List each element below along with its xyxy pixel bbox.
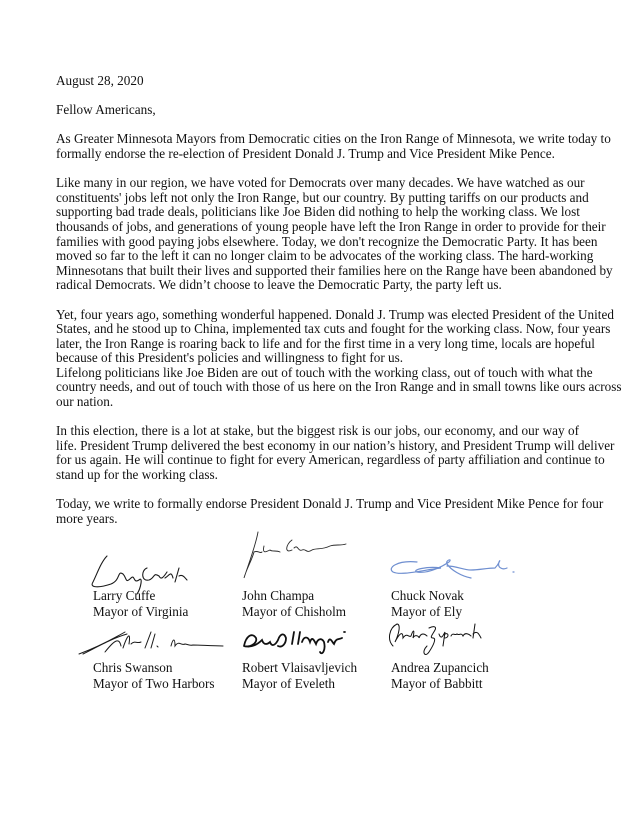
text-line: thousands of jobs, and generations of young people have left the Iron Range in order to provide for their bbox=[56, 218, 606, 234]
signatory-title: Mayor of Virginia bbox=[93, 604, 189, 619]
text-line: Lifelong politicians like Joe Biden are out of touch with the working class, out of touch with what the bbox=[56, 364, 593, 380]
signatory-larry-cuffe bbox=[93, 588, 188, 620]
text-line: Minnesotans that built their lives and supported their families here on the Range have been abandoned by bbox=[56, 262, 613, 278]
text-line: In this election, there is a lot at stake, but the biggest risk is our jobs, our economy, and our way of bbox=[56, 423, 579, 439]
paragraph-out-of-touch bbox=[56, 364, 622, 410]
signatory-robert-vlaisavljevich bbox=[242, 660, 357, 692]
signatory-chris-swanson bbox=[93, 660, 215, 692]
text-line: Yet, four years ago, something wonderful happened. Donald J. Trump was elected President of the United bbox=[56, 306, 614, 322]
text-line: stand up for the working class. bbox=[56, 467, 218, 483]
text-line: for us again. He will continue to fight for every American, regardless of party affiliation and continue to bbox=[56, 452, 605, 468]
handwritten-signature-icon bbox=[387, 548, 527, 588]
handwritten-signature-icon bbox=[383, 620, 493, 670]
signatory-name: Robert Vlaisavljevich bbox=[242, 660, 358, 675]
signatory-name: John Champa bbox=[242, 588, 315, 603]
signatory-title: Mayor of Ely bbox=[391, 604, 463, 619]
handwritten-signature-icon bbox=[242, 530, 352, 590]
text-line: families with good paying jobs elsewhere. Today, we don't recognize the Democratic Party. It has been bbox=[56, 233, 598, 249]
letter-body bbox=[56, 73, 622, 541]
signatory-john-champa bbox=[242, 588, 346, 620]
paragraph-election-stakes bbox=[56, 423, 615, 483]
text-line: country needs, and out of touch with those of us here on the Iron Range and in small towns like ours across bbox=[56, 379, 622, 395]
paragraph-history bbox=[56, 175, 613, 293]
text-line: because of this President's policies and willingness to fight for us. bbox=[56, 350, 404, 366]
text-line: formally endorse the re-election of President Donald J. Trump and Vice President Mike Pence. bbox=[56, 145, 555, 161]
text-line: life. President Trump delivered the best economy in our nation’s history, and President Trump will deliver bbox=[56, 437, 615, 453]
text-line: moved so far to the left it can no longer claim to be advocates of the working class. The hard-working bbox=[56, 248, 594, 264]
text-line: more years. bbox=[56, 510, 118, 526]
signatory-title: Mayor of Two Harbors bbox=[93, 676, 215, 691]
signatory-andrea-zupancich bbox=[391, 660, 489, 692]
letter-salutation: Fellow Americans, bbox=[56, 102, 156, 118]
signatory-name: Chris Swanson bbox=[93, 660, 173, 675]
text-line: radical Democrats. We didn’t choose to leave the Democratic Party, the party left us. bbox=[56, 277, 502, 293]
text-line: later, the Iron Range is roaring back to life and for the first time in a very long time, locals are hopeful bbox=[56, 335, 595, 351]
paragraph-endorsement bbox=[56, 496, 604, 526]
signatory-title: Mayor of Babbitt bbox=[391, 676, 483, 691]
paragraph-four-years-ago bbox=[56, 306, 614, 366]
signatory-name: Chuck Novak bbox=[391, 588, 464, 603]
text-line: Like many in our region, we have voted for Democrats over many decades. We have watched as our bbox=[56, 175, 585, 191]
handwritten-signature-icon bbox=[75, 626, 225, 662]
text-line: Today, we write to formally endorse President Donald J. Trump and Vice President Mike Pence for four bbox=[56, 496, 604, 512]
text-line: our nation. bbox=[56, 394, 114, 410]
signatory-title: Mayor of Eveleth bbox=[242, 676, 336, 691]
paragraph-intro bbox=[56, 131, 611, 161]
signatory-chuck-novak bbox=[391, 588, 464, 620]
handwritten-signature-icon bbox=[87, 548, 197, 598]
signatory-title: Mayor of Chisholm bbox=[242, 604, 347, 619]
signatory-name: Andrea Zupancich bbox=[391, 660, 489, 675]
text-line: As Greater Minnesota Mayors from Democratic cities on the Iron Range of Minnesota, we write today to bbox=[56, 131, 611, 147]
text-line: supporting bad trade deals, politicians like Joe Biden did nothing to help the working class. We lost bbox=[56, 204, 580, 220]
text-line: States, and he stood up to China, implemented tax cuts and fought for the working class. Now, four years bbox=[56, 321, 611, 337]
signatory-name: Larry Cuffe bbox=[93, 588, 156, 603]
text-line: constituents' jobs left not only the Iron Range, but our country. By putting tariffs on our products and bbox=[56, 189, 589, 205]
handwritten-signature-icon bbox=[238, 626, 348, 662]
letter-date: August 28, 2020 bbox=[56, 73, 144, 88]
